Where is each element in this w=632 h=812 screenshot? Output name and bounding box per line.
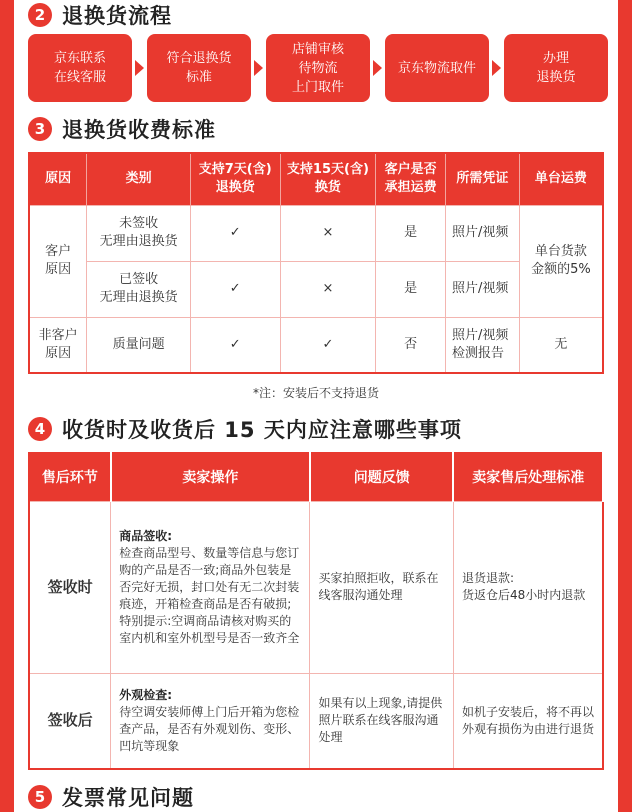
header-customer-pays: 客户是否 承担运费 bbox=[376, 153, 446, 205]
table-header-row bbox=[29, 453, 603, 501]
check-cell: ✓ bbox=[190, 261, 280, 317]
table-row bbox=[29, 317, 603, 373]
header-proof: 所需凭证 bbox=[445, 153, 519, 205]
fee-cell: 单台货款 金额的5% bbox=[519, 205, 603, 317]
header-15day: 支持15天(含) 换货 bbox=[280, 153, 376, 205]
table-row bbox=[29, 261, 603, 317]
operation-cell bbox=[111, 501, 310, 673]
feedback-cell: 如果有以上现象,请提供照片联系在线客服沟通处理 bbox=[310, 673, 454, 769]
flow-step: 店铺审核 待物流 上门取件 bbox=[266, 34, 370, 102]
section-number-badge: 3 bbox=[28, 117, 52, 141]
section-fee-heading bbox=[28, 114, 216, 144]
header-shipping-fee: 单台运费 bbox=[519, 153, 603, 205]
header-category: 类别 bbox=[87, 153, 191, 205]
aftersale-table bbox=[28, 452, 604, 770]
reason-cell: 客户 原因 bbox=[29, 205, 87, 317]
fee-cell: 无 bbox=[519, 317, 603, 373]
header-feedback: 问题反馈 bbox=[310, 453, 454, 501]
flow-step: 办理 退换货 bbox=[504, 34, 608, 102]
arrow-right-icon bbox=[373, 60, 382, 76]
check-cell: ✓ bbox=[190, 205, 280, 261]
arrow-right-icon bbox=[135, 60, 144, 76]
arrow-right-icon bbox=[254, 60, 263, 76]
reason-cell: 非客户 原因 bbox=[29, 317, 87, 373]
header-reason: 原因 bbox=[29, 153, 87, 205]
flow-step: 京东联系 在线客服 bbox=[28, 34, 132, 102]
section-title: 发票常见问题 bbox=[62, 786, 194, 810]
header-phase: 售后环节 bbox=[29, 453, 111, 501]
table-row bbox=[29, 501, 603, 673]
operation-title: 商品签收: bbox=[119, 528, 173, 543]
category-cell: 未签收 无理由退换货 bbox=[87, 205, 191, 261]
operation-cell bbox=[111, 673, 310, 769]
section-returns-process-heading bbox=[28, 0, 172, 30]
standard-cell: 退货退款: 货返仓后48小时内退款 bbox=[453, 501, 603, 673]
fee-table bbox=[28, 152, 604, 374]
table-header-row bbox=[29, 153, 603, 205]
section-title: 收货时及收货后 15 天内应注意哪些事项 bbox=[62, 418, 462, 442]
category-cell: 质量问题 bbox=[87, 317, 191, 373]
standard-cell: 如机子安装后，将不再以外观有损伤为由进行退货 bbox=[453, 673, 603, 769]
process-flow bbox=[28, 34, 608, 102]
category-cell: 已签收 无理由退换货 bbox=[87, 261, 191, 317]
flow-step: 符合退换货 标准 bbox=[147, 34, 251, 102]
check-cell: × bbox=[280, 261, 376, 317]
operation-title: 外观检查: bbox=[119, 687, 173, 702]
section-title: 退换货流程 bbox=[62, 4, 172, 28]
table-row bbox=[29, 205, 603, 261]
proof-cell: 照片/视频 检测报告 bbox=[445, 317, 519, 373]
pay-cell: 否 bbox=[376, 317, 446, 373]
section-title: 退换货收费标准 bbox=[62, 118, 216, 142]
proof-cell: 照片/视频 bbox=[445, 261, 519, 317]
section-number-badge: 4 bbox=[28, 417, 52, 441]
proof-cell: 照片/视频 bbox=[445, 205, 519, 261]
section-number-badge: 2 bbox=[28, 3, 52, 27]
header-seller-op: 卖家操作 bbox=[111, 453, 310, 501]
check-cell: × bbox=[280, 205, 376, 261]
section-invoice-heading bbox=[28, 782, 194, 812]
phase-cell: 签收时 bbox=[29, 501, 111, 673]
fee-note: *注：安装后不支持退货 bbox=[252, 386, 379, 400]
pay-cell: 是 bbox=[376, 261, 446, 317]
arrow-right-icon bbox=[492, 60, 501, 76]
section-receipt-heading bbox=[28, 414, 462, 444]
phase-cell: 签收后 bbox=[29, 673, 111, 769]
header-standard: 卖家售后处理标准 bbox=[453, 453, 603, 501]
pay-cell: 是 bbox=[376, 205, 446, 261]
feedback-cell: 买家拍照拒收，联系在线客服沟通处理 bbox=[310, 501, 454, 673]
check-cell: ✓ bbox=[280, 317, 376, 373]
header-7day: 支持7天(含) 退换货 bbox=[190, 153, 280, 205]
check-cell: ✓ bbox=[190, 317, 280, 373]
operation-body: 待空调安装师傅上门后开箱为您检查产品，是否有外观划伤、变形、凹坑等现象 bbox=[119, 704, 300, 753]
operation-body: 检查商品型号、数量等信息与您订购的产品是否一致;商品外包装是否完好无损，封口处有无二次封装痕迹，开箱检查商品是否有破损; 特别提示:空调商品请核对购买的室内机和室外机型号是否一致齐全 bbox=[119, 545, 300, 645]
table-row bbox=[29, 673, 603, 769]
section-number-badge: 5 bbox=[28, 785, 52, 809]
flow-step: 京东物流取件 bbox=[385, 34, 489, 102]
